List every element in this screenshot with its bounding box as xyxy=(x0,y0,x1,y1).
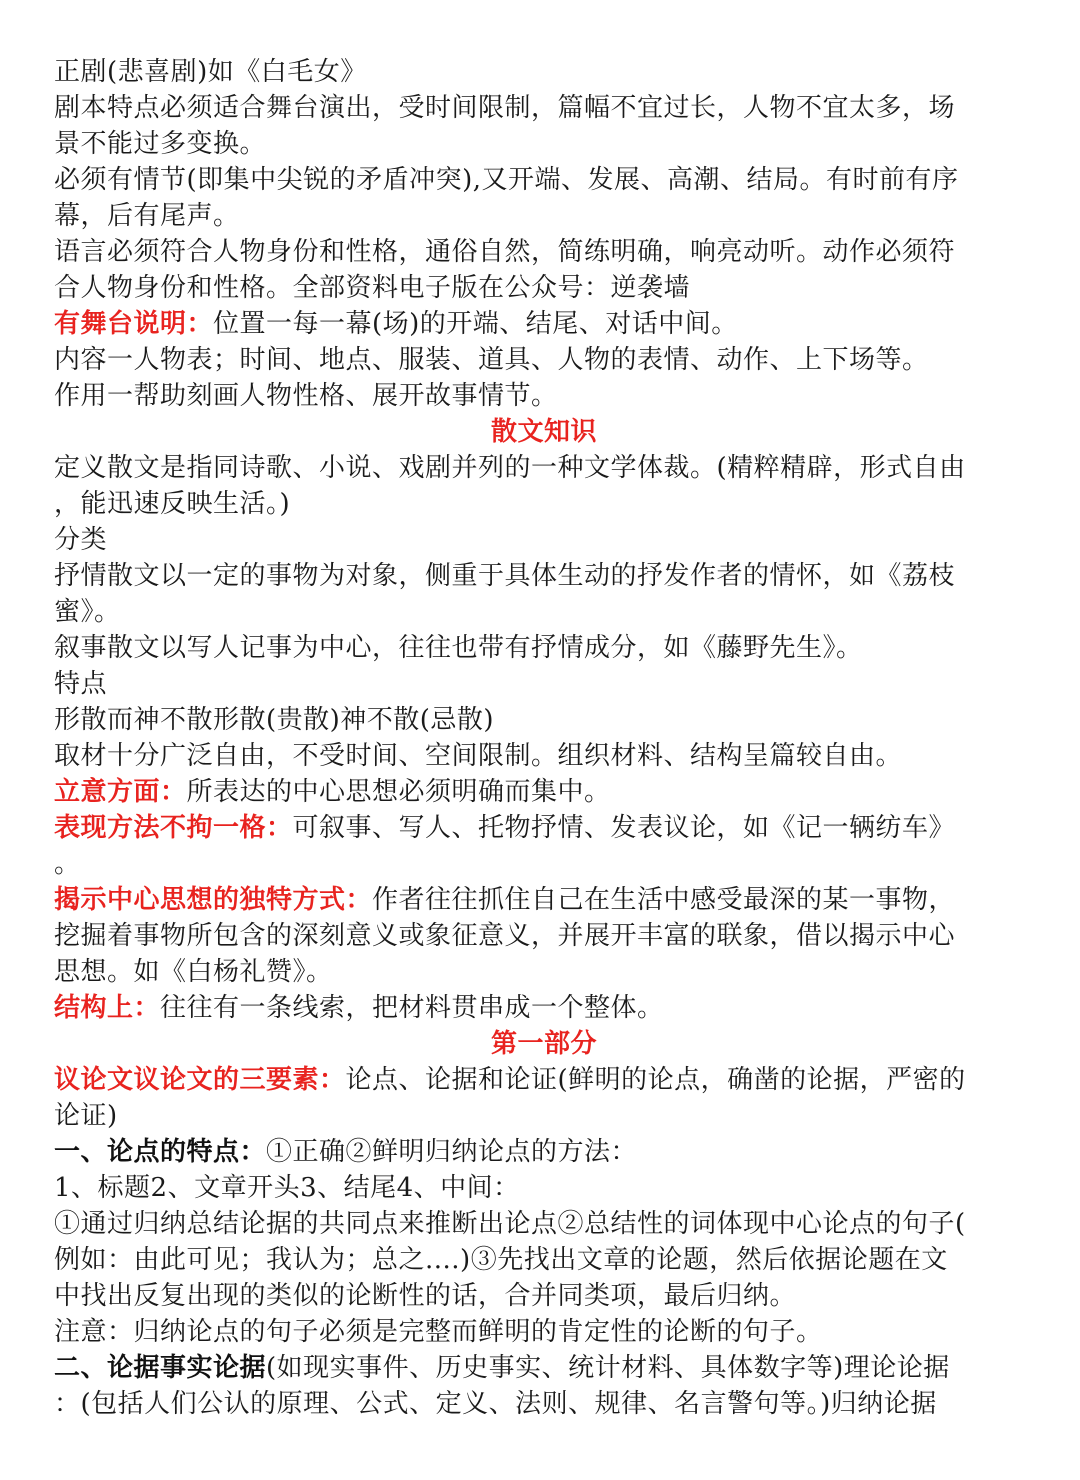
text-line xyxy=(54,630,1034,666)
text-line xyxy=(54,1206,1034,1242)
text-line xyxy=(54,738,1034,774)
section-title: 散文知识 xyxy=(490,417,597,447)
text-line xyxy=(54,666,1034,702)
line-text: 定义散文是指同诗歌、小说、戏剧并列的一种文学体裁。(精粹精辟，形式自由 xyxy=(54,453,966,483)
text-line xyxy=(54,774,1034,810)
line-text: 内容一人物表；时间、地点、服装、道具、人物的表情、动作、上下场等。 xyxy=(54,345,929,375)
section-heading xyxy=(54,1026,1034,1062)
line-text: ：(包括人们公认的原理、公式、定义、法则、规律、名言警句等。)归纳论据 xyxy=(54,1389,937,1419)
text-line xyxy=(54,486,1034,522)
line-text: 注意：归纳论点的句子必须是完整而鲜明的肯定性的论断的句子。 xyxy=(54,1317,823,1347)
line-text: 正剧(悲喜剧)如《白毛女》 xyxy=(54,57,367,87)
text-line xyxy=(54,450,1034,486)
line-text: 。 xyxy=(54,849,81,879)
line-text: ，能迅速反映生活。) xyxy=(54,489,291,519)
text-line xyxy=(54,522,1034,558)
text-line xyxy=(54,918,1034,954)
bold-label: 一、论点的特点： xyxy=(54,1137,267,1167)
line-text: 论点、论据和论证(鲜明的论点，确凿的论据，严密的 xyxy=(345,1065,966,1095)
text-line xyxy=(54,1350,1034,1386)
text-line xyxy=(54,1170,1034,1206)
red-label: 立意方面： xyxy=(54,777,187,807)
text-line xyxy=(54,270,1034,306)
text-line xyxy=(54,126,1034,162)
text-line xyxy=(54,990,1034,1026)
text-line xyxy=(54,54,1034,90)
line-text: 幕，后有尾声。 xyxy=(54,201,240,231)
line-text: 作用一帮助刻画人物性格、展开故事情节。 xyxy=(54,381,558,411)
line-text: 必须有情节(即集中尖锐的矛盾冲突),又开端、发展、高潮、结局。有时前有序 xyxy=(54,165,959,195)
text-line xyxy=(54,342,1034,378)
line-text: 中找出反复出现的类似的论断性的话，合并同类项，最后归纳。 xyxy=(54,1281,797,1311)
document-page xyxy=(54,54,1034,1422)
text-line xyxy=(54,1386,1034,1422)
text-line xyxy=(54,1242,1034,1278)
text-line xyxy=(54,378,1034,414)
line-text: 蜜》。 xyxy=(54,597,121,627)
line-text: 挖掘着事物所包含的深刻意义或象征意义，并展开丰富的联象，借以揭示中心 xyxy=(54,921,956,951)
line-text: 所表达的中心思想必须明确而集中。 xyxy=(186,777,611,807)
line-text: 语言必须符合人物身份和性格，通俗自然，简练明确，响亮动听。动作必须符 xyxy=(54,237,956,267)
red-label: 揭示中心思想的独特方式： xyxy=(54,885,373,915)
text-line xyxy=(54,810,1034,846)
line-text: 例如：由此可见；我认为；总之....)③先找出文章的论题，然后依据论题在文 xyxy=(54,1245,948,1275)
text-line xyxy=(54,954,1034,990)
line-text: (如现实事件、历史事实、统计材料、具体数字等)理论论据 xyxy=(266,1353,950,1383)
line-text: 剧本特点必须适合舞台演出，受时间限制，篇幅不宜过长，人物不宜太多，场 xyxy=(54,93,956,123)
line-text: 可叙事、写人、托物抒情、发表议论，如《记一辆纺车》 xyxy=(292,813,956,843)
line-text: 特点 xyxy=(54,669,108,699)
text-line xyxy=(54,1062,1034,1098)
text-line xyxy=(54,234,1034,270)
line-text: 往往有一条线索，把材料贯串成一个整体。 xyxy=(160,993,664,1023)
section-title: 第一部分 xyxy=(490,1029,597,1059)
line-text: 1、标题2、文章开头3、结尾4、中间： xyxy=(54,1173,520,1203)
text-line xyxy=(54,162,1034,198)
text-line xyxy=(54,90,1034,126)
section-heading xyxy=(54,414,1034,450)
text-line xyxy=(54,1098,1034,1134)
text-line xyxy=(54,846,1034,882)
red-label: 议论文议论文的三要素： xyxy=(54,1065,346,1095)
bold-label: 二、论据事实论据 xyxy=(54,1353,267,1383)
line-text: 作者往往抓住自己在生活中感受最深的某一事物， xyxy=(372,885,956,915)
text-line xyxy=(54,702,1034,738)
line-text: 思想。如《白杨礼赞》。 xyxy=(54,957,333,987)
text-line xyxy=(54,198,1034,234)
line-text: 景不能过多变换。 xyxy=(54,129,267,159)
line-text: 合人物身份和性格。全部资料电子版在公众号：逆袭墙 xyxy=(54,273,691,303)
red-label: 结构上： xyxy=(54,993,161,1023)
line-text: 叙事散文以写人记事为中心，往往也带有抒情成分，如《藤野先生》。 xyxy=(54,633,863,663)
text-line xyxy=(54,1278,1034,1314)
text-line xyxy=(54,594,1034,630)
line-text: 形散而神不散形散(贵散)神不散(忌散) xyxy=(54,705,495,735)
line-text: ①通过归纳总结论据的共同点来推断出论点②总结性的词体现中心论点的句子( xyxy=(54,1209,966,1239)
red-label: 表现方法不拘一格： xyxy=(54,813,293,843)
text-line xyxy=(54,882,1034,918)
line-text: 论证) xyxy=(54,1101,118,1131)
line-text: 位置一每一幕(场)的开端、结尾、对话中间。 xyxy=(213,309,738,339)
text-line xyxy=(54,1314,1034,1350)
text-line xyxy=(54,558,1034,594)
line-text: 抒情散文以一定的事物为对象，侧重于具体生动的抒发作者的情怀，如《荔枝 xyxy=(54,561,956,591)
text-line xyxy=(54,306,1034,342)
text-line xyxy=(54,1134,1034,1170)
line-text: 取材十分广泛自由，不受时间、空间限制。组织材料、结构呈篇较自由。 xyxy=(54,741,903,771)
line-text: ①正确②鲜明归纳论点的方法： xyxy=(266,1137,638,1167)
red-label: 有舞台说明： xyxy=(54,309,214,339)
line-text: 分类 xyxy=(54,525,108,555)
